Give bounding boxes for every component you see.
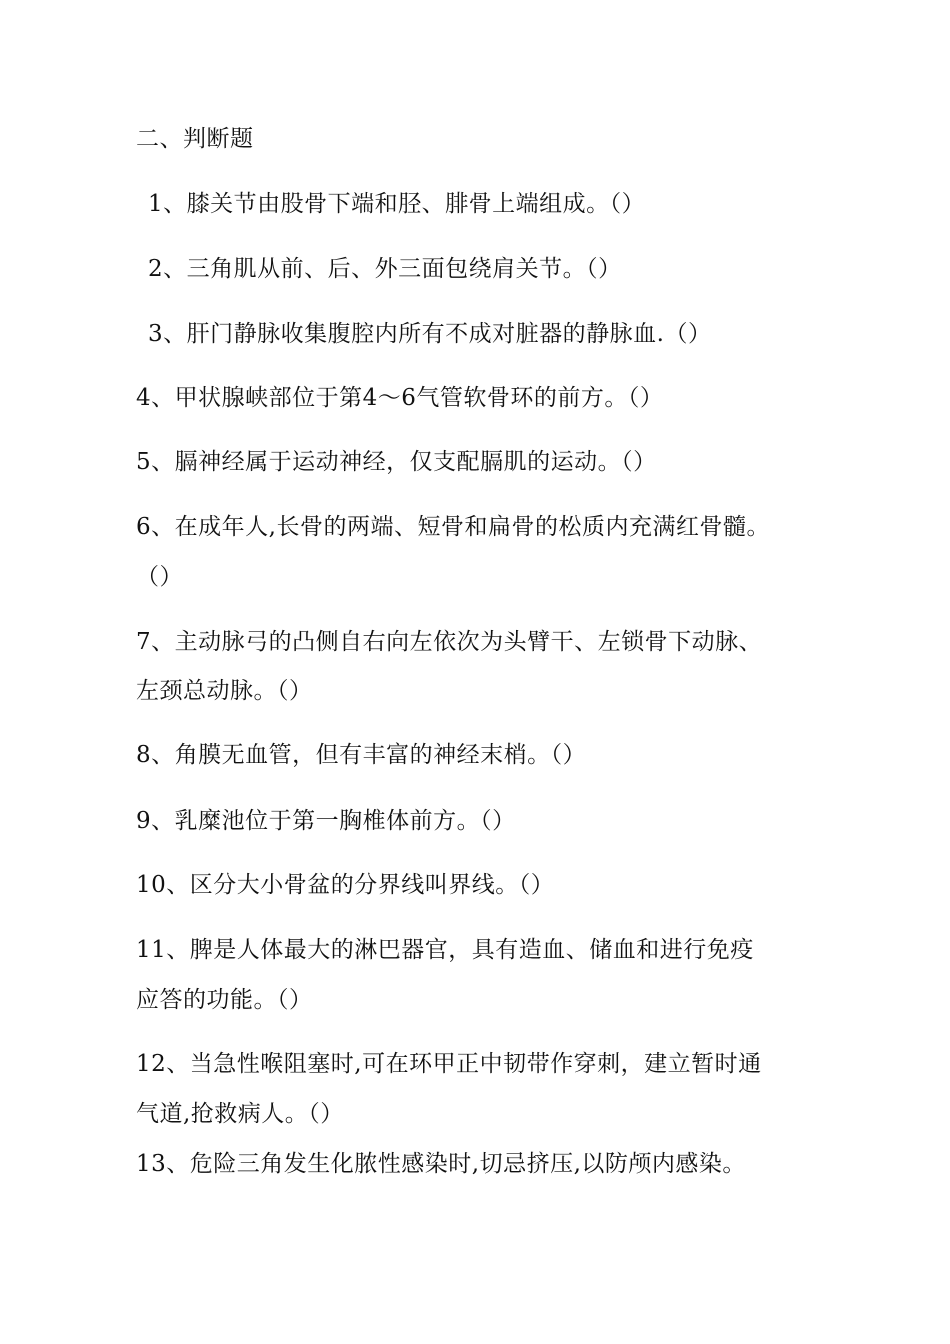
section-title: 二、判断题 bbox=[136, 126, 254, 152]
question-12-line-1: 12、当急性喉阻塞时,可在环甲正中韧带作穿刺，建立暂时通 bbox=[136, 1051, 762, 1077]
question-4: 4、甲状腺峡部位于第4〜6气管软骨环的前方。（） bbox=[136, 385, 664, 411]
question-12-line-2: 气道,抢救病人。（） bbox=[136, 1101, 344, 1127]
question-9: 9、乳糜池位于第一胸椎体前方。（） bbox=[136, 808, 516, 834]
question-6-line-2: （） bbox=[136, 564, 183, 590]
question-5: 5、膈神经属于运动神经，仅支配膈肌的运动。（） bbox=[136, 449, 657, 475]
question-8: 8、角膜无血管，但有丰富的神经末梢。（） bbox=[136, 742, 587, 768]
question-6-line-1: 6、在成年人,长骨的两端、短骨和扁骨的松质内充满红骨髓。 bbox=[136, 514, 770, 540]
question-7-line-1: 7、主动脉弓的凸侧自右向左依次为头臂干、左锁骨下动脉、 bbox=[136, 629, 763, 655]
question-10: 10、区分大小骨盆的分界线叫界线。（） bbox=[136, 872, 555, 898]
question-7-line-2: 左颈总动脉。（） bbox=[136, 678, 313, 704]
question-11-line-1: 11、脾是人体最大的淋巴器官，具有造血、储血和进行免疫 bbox=[136, 937, 754, 963]
question-3: 3、肝门静脉收集腹腔内所有不成对脏器的静脉血.（） bbox=[148, 321, 712, 347]
question-11-line-2: 应答的功能。（） bbox=[136, 987, 313, 1013]
question-13: 13、危险三角发生化脓性感染时,切忌挤压,以防颅内感染。 bbox=[136, 1151, 746, 1177]
question-2: 2、三角肌从前、后、外三面包绕肩关节。（） bbox=[148, 256, 622, 282]
question-1: 1、膝关节由股骨下端和胫、腓骨上端组成。（） bbox=[148, 191, 646, 217]
